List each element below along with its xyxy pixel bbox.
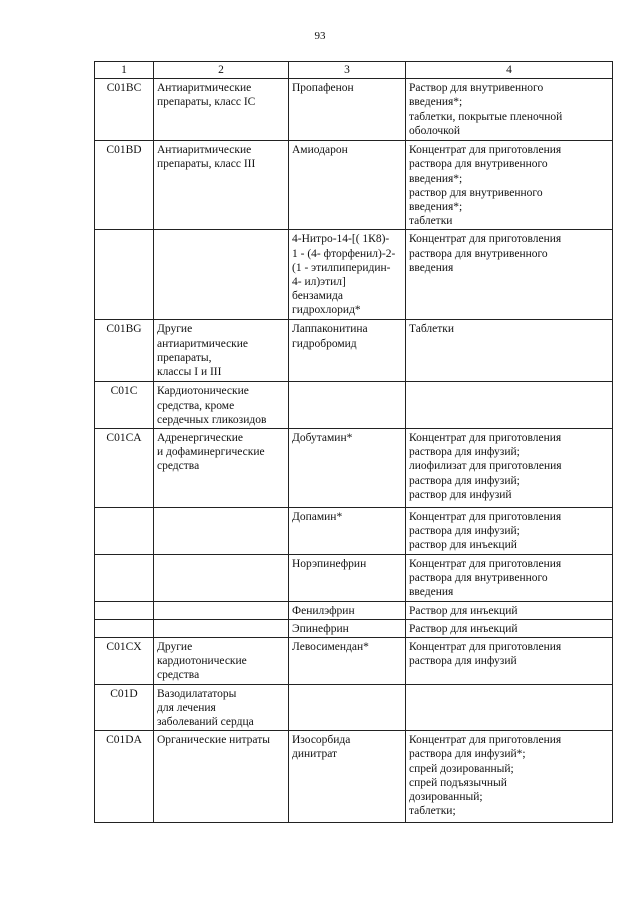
cell-text-line: бензамида [292, 290, 343, 303]
drug-name-cell [289, 79, 406, 141]
cell-text-line: средства, кроме [157, 399, 235, 412]
drug-name-cell [289, 601, 406, 619]
drug-name-cell [289, 619, 406, 637]
cell-text-line: Эпинефрин [292, 622, 349, 635]
cell-text-line: спрей дозированный; [409, 762, 514, 775]
drug-name-cell [289, 555, 406, 602]
table-row [95, 601, 613, 619]
group-name-cell [154, 320, 289, 382]
atc-code-cell: C01BG [95, 320, 154, 382]
dosage-form-cell [406, 79, 613, 141]
table-row [95, 684, 613, 731]
cell-text-line: Фенилэфрин [292, 604, 355, 617]
cell-text-line: Антиаритмические [157, 82, 252, 95]
cell-text-line: Норэпинефрин [292, 558, 367, 571]
atc-code-cell [95, 619, 154, 637]
cell-text-line: введения*; [409, 201, 463, 214]
dosage-form-cell [406, 684, 613, 731]
cell-text-line: Вазодилататоры [157, 687, 237, 700]
cell-text-line: Концентрат для приготовления [409, 432, 562, 445]
cell-text-line: Добутамин* [292, 432, 353, 445]
cell-text-line: Раствор для внутривенного [409, 82, 544, 95]
group-name-cell [154, 684, 289, 731]
cell-text-line: лиофилизат для приготовления [409, 460, 562, 473]
table-row [95, 638, 613, 685]
cell-text-line: введения*; [409, 172, 463, 185]
cell-text-line: Концентрат для приготовления [409, 734, 562, 747]
drug-name-cell [289, 320, 406, 382]
cell-text-line: препараты, класс III [157, 158, 256, 171]
cell-text-line: Концентрат для приготовления [409, 641, 562, 654]
drug-name-cell [289, 684, 406, 731]
cell-text-line: таблетки, покрытые пленочной [409, 110, 563, 123]
cell-text-line: динитрат [292, 748, 338, 761]
table-row [95, 619, 613, 637]
cell-text-line: Амиодарон [292, 144, 348, 157]
table-row [95, 508, 613, 555]
table-row [95, 731, 613, 823]
dosage-form-cell [406, 320, 613, 382]
header-col-4: 4 [406, 62, 613, 79]
cell-text-line: Раствор для инъекций [409, 604, 518, 617]
drug-name-cell [289, 230, 406, 320]
atc-code-cell: C01BD [95, 141, 154, 230]
table-row [95, 79, 613, 141]
page-number: 93 [314, 30, 326, 42]
group-name-cell [154, 731, 289, 823]
cell-text-line: сердечных гликозидов [157, 413, 267, 426]
cell-text-line: оболочкой [409, 124, 461, 137]
cell-text-line: Концентрат для приготовления [409, 511, 562, 524]
dosage-form-cell [406, 638, 613, 685]
table-row [95, 429, 613, 508]
group-name-cell [154, 79, 289, 141]
cell-text-line: раствора для внутривенного [409, 572, 548, 585]
cell-text-line: препараты, [157, 351, 212, 364]
dosage-form-cell [406, 382, 613, 429]
cell-text-line: Другие [157, 323, 193, 336]
table-row [95, 555, 613, 602]
cell-text-line: раствора для инфузий; [409, 525, 520, 538]
cell-text-line: раствора для внутривенного [409, 247, 548, 260]
atc-code-cell: C01DA [95, 731, 154, 823]
drug-name-cell [289, 141, 406, 230]
atc-code-cell [95, 230, 154, 320]
group-name-cell [154, 619, 289, 637]
cell-text-line: препараты, класс IC [157, 96, 256, 109]
cell-text-line: средства [157, 669, 200, 682]
cell-text-line: антиаритмические [157, 337, 249, 350]
drug-table [94, 61, 613, 823]
drug-name-cell [289, 382, 406, 429]
dosage-form-cell [406, 601, 613, 619]
cell-text-line: классы I и III [157, 366, 222, 379]
cell-text-line: раствора для инфузий; [409, 474, 520, 487]
atc-code-cell [95, 508, 154, 555]
group-name-cell [154, 382, 289, 429]
cell-text-line: Другие [157, 641, 193, 654]
header-col-2: 2 [154, 62, 289, 79]
group-name-cell [154, 555, 289, 602]
group-name-cell [154, 601, 289, 619]
table-row [95, 141, 613, 230]
cell-text-line: Кардиотонические [157, 385, 249, 398]
cell-text-line: таблетки; [409, 805, 456, 818]
group-name-cell [154, 141, 289, 230]
table-row [95, 230, 613, 320]
atc-code-cell [95, 555, 154, 602]
drug-name-cell [289, 638, 406, 685]
dosage-form-cell [406, 619, 613, 637]
table-row [95, 382, 613, 429]
cell-text-line: Таблетки [409, 323, 455, 336]
cell-text-line: Изосорбида [292, 734, 351, 747]
group-name-cell [154, 429, 289, 508]
cell-text-line: Допамин* [292, 511, 343, 524]
cell-text-line: для лечения [157, 701, 216, 714]
dosage-form-cell [406, 731, 613, 823]
atc-code-cell [95, 601, 154, 619]
table-row [95, 320, 613, 382]
cell-text-line: раствора для инфузий*; [409, 748, 526, 761]
group-name-cell [154, 638, 289, 685]
atc-code-cell: C01BC [95, 79, 154, 141]
atc-code-cell: C01C [95, 382, 154, 429]
header-col-3: 3 [289, 62, 406, 79]
cell-text-line: раствора для внутривенного [409, 158, 548, 171]
header-col-1: 1 [95, 62, 154, 79]
dosage-form-cell [406, 141, 613, 230]
cell-text-line: раствора для инфузий [409, 655, 517, 668]
drug-name-cell [289, 508, 406, 555]
cell-text-line: и дофаминергические [157, 446, 265, 459]
dosage-form-cell [406, 429, 613, 508]
cell-text-line: Адренергические [157, 432, 244, 445]
cell-text-line: введения [409, 261, 454, 274]
cell-text-line: введения [409, 586, 454, 599]
cell-text-line: спрей подъязычный [409, 776, 507, 789]
header-row [95, 62, 613, 79]
dosage-form-cell [406, 508, 613, 555]
cell-text-line: гидрохлорид* [292, 304, 361, 317]
cell-text-line: (1 - этилпиперидин- [292, 261, 391, 274]
atc-code-cell: C01CA [95, 429, 154, 508]
cell-text-line: раствор для внутривенного [409, 186, 543, 199]
drug-name-cell [289, 429, 406, 508]
cell-text-line: Лаппаконитина [292, 323, 368, 336]
cell-text-line: Левосимендан* [292, 641, 369, 654]
cell-text-line: Концентрат для приготовления [409, 233, 562, 246]
cell-text-line: Органические нитраты [157, 734, 270, 747]
group-name-cell [154, 230, 289, 320]
cell-text-line: гидробромид [292, 337, 357, 350]
cell-text-line: Концентрат для приготовления [409, 558, 562, 571]
cell-text-line: таблетки [409, 215, 453, 228]
cell-text-line: 4-Нитро-14-[( 1К8)- [292, 233, 390, 246]
drug-name-cell [289, 731, 406, 823]
cell-text-line: заболеваний сердца [157, 716, 254, 729]
cell-text-line: дозированный; [409, 791, 483, 804]
cell-text-line: 1 - (4- фторфенил)-2- [292, 247, 396, 260]
cell-text-line: Антиаритмические [157, 144, 252, 157]
cell-text-line: средства [157, 460, 200, 473]
dosage-form-cell [406, 555, 613, 602]
cell-text-line: введения*; [409, 96, 463, 109]
dosage-form-cell [406, 230, 613, 320]
cell-text-line: Пропафенон [292, 82, 354, 95]
group-name-cell [154, 508, 289, 555]
cell-text-line: раствор для инъекций [409, 539, 517, 552]
cell-text-line: кардиотонические [157, 655, 247, 668]
table-body [95, 79, 613, 823]
cell-text-line: Раствор для инъекций [409, 622, 518, 635]
cell-text-line: Концентрат для приготовления [409, 144, 562, 157]
cell-text-line: 4- ил)этил] [292, 276, 346, 289]
atc-code-cell: C01D [95, 684, 154, 731]
atc-code-cell: C01CX [95, 638, 154, 685]
cell-text-line: раствор для инфузий [409, 488, 512, 501]
cell-text-line: раствора для инфузий; [409, 446, 520, 459]
